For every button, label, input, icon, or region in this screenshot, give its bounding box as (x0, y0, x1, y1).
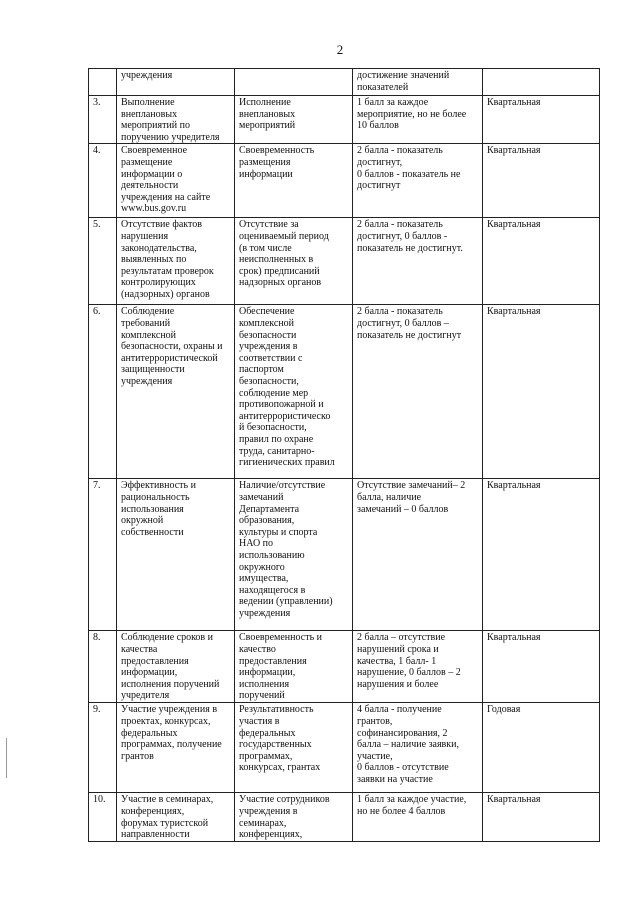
indicator-cell: Соблюдение требований комплексной безопасности, охраны и антитеррористической защищенности учреждения (117, 305, 235, 479)
score-cell: 2 балла - показатель достигнут, 0 баллов - показатель не достигнут (353, 144, 483, 218)
criterion-cell: Участие сотрудников учреждения в семинарах, конференциях, (235, 793, 353, 841)
criterion-cell: Результативность участия в федеральных государственных программах, конкурсах, грантах (235, 703, 353, 793)
row-number: 5. (89, 218, 117, 305)
row-number: 4. (89, 144, 117, 218)
score-cell: 4 балла - получение грантов, софинансирования, 2 балла – наличие заявки, участие, 0 баллов - отсутствие заявки на участие (353, 703, 483, 793)
score-cell: достижение значений показателей (353, 69, 483, 96)
row-number: 7. (89, 479, 117, 631)
table-row (89, 305, 600, 479)
indicator-cell: учреждения (117, 69, 235, 96)
indicator-cell: Эффективность и рациональность использования окружной собственности (117, 479, 235, 631)
criterion-cell: Отсутствие за оцениваемый период (в том числе неисполненных в срок) предписаний надзорных органов (235, 218, 353, 305)
period-cell: Квартальная (483, 218, 600, 305)
row-number: 10. (89, 793, 117, 841)
period-cell: Годовая (483, 703, 600, 793)
page-number: 2 (336, 42, 344, 57)
criterion-cell: Исполнение внеплановых мероприятий (235, 96, 353, 144)
table-row (89, 479, 600, 631)
criterion-cell: Обеспечение комплексной безопасности учреждения в соответствии с паспортом безопасности, соблюдение мер противопожарной и антитеррористическо й безопасности, правил по охране труда, санитарно- гигиенических правил (235, 305, 353, 479)
period-cell: Квартальная (483, 305, 600, 479)
row-number: 3. (89, 96, 117, 144)
indicator-cell: Участие в семинарах, конференциях, форумах туристской направленности (117, 793, 235, 841)
criterion-cell: Наличие/отсутствие замечаний Департамента образования, культуры и спорта НАО по использованию окружного имущества, находящегося в ведении (управлении) учреждения (235, 479, 353, 631)
row-number (89, 69, 117, 96)
criteria-table (88, 68, 600, 842)
score-cell: 2 балла - показатель достигнут, 0 баллов – показатель не достигнут (353, 305, 483, 479)
criterion-cell: Своевременность размещения информации (235, 144, 353, 218)
table-row (89, 218, 600, 305)
indicator-cell: Своевременное размещение информации о деятельности учреждения на сайте www.bus.gov.ru (117, 144, 235, 218)
row-number: 9. (89, 703, 117, 793)
score-cell: Отсутствие замечаний– 2 балла, наличие замечаний – 0 баллов (353, 479, 483, 631)
scan-edge-mark (6, 738, 7, 778)
period-cell: Квартальная (483, 96, 600, 144)
period-cell: Квартальная (483, 793, 600, 841)
row-number: 6. (89, 305, 117, 479)
period-cell: Квартальная (483, 144, 600, 218)
period-cell: Квартальная (483, 631, 600, 703)
indicator-cell: Отсутствие фактов нарушения законодательства, выявленных по результатам проверок контролирующих (надзорных) органов (117, 218, 235, 305)
score-cell: 1 балл за каждое участие, но не более 4 баллов (353, 793, 483, 841)
criterion-cell: Своевременность и качество предоставления информации, исполнения поручений (235, 631, 353, 703)
table-row (89, 703, 600, 793)
row-number: 8. (89, 631, 117, 703)
period-cell: Квартальная (483, 479, 600, 631)
table-row (89, 96, 600, 144)
criterion-cell (235, 69, 353, 96)
table-row (89, 793, 600, 841)
period-cell (483, 69, 600, 96)
indicator-cell: Выполнение внеплановых мероприятий по поручению учредителя (117, 96, 235, 144)
score-cell: 2 балла - показатель достигнут, 0 баллов - показатель не достигнут. (353, 218, 483, 305)
table-row (89, 69, 600, 96)
indicator-cell: Соблюдение сроков и качества предоставления информации, исполнения поручений учредителя (117, 631, 235, 703)
table-row (89, 144, 600, 218)
score-cell: 2 балла – отсутствие нарушений срока и качества, 1 балл- 1 нарушение, 0 баллов – 2 нарушения и более (353, 631, 483, 703)
score-cell: 1 балл за каждое мероприятие, но не более 10 баллов (353, 96, 483, 144)
table-row (89, 631, 600, 703)
indicator-cell: Участие учреждения в проектах, конкурсах, федеральных программах, получение грантов (117, 703, 235, 793)
